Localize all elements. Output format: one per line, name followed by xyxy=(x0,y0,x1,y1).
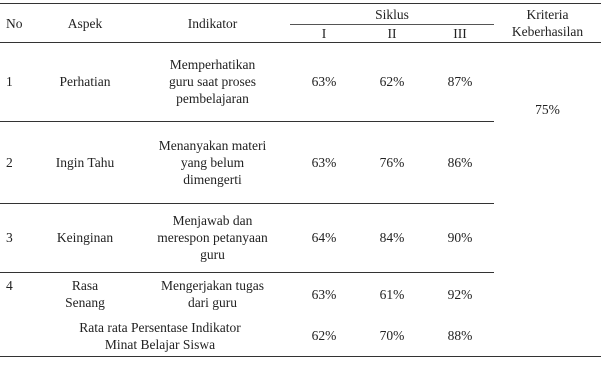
row-indicator-line: Menanyakan materi xyxy=(158,137,267,153)
results-table xyxy=(0,3,601,357)
average-criteria-empty xyxy=(494,316,601,356)
row-aspect-line: Ingin Tahu xyxy=(55,154,115,170)
criteria-value: 75% xyxy=(535,101,560,117)
table-row xyxy=(0,272,601,316)
header-no: No xyxy=(0,4,35,43)
header-cycle-2: II xyxy=(358,25,426,43)
row-indicator-line: guru saat proses xyxy=(169,74,256,90)
row-value-cycle-2: 62% xyxy=(379,74,405,90)
row-value-cycle-2: 76% xyxy=(379,154,405,170)
row-indicator-line: Mengerjakan tugas xyxy=(160,278,265,294)
header-aspect: Aspek xyxy=(35,4,135,43)
average-label xyxy=(0,316,290,356)
row-aspect-line: Senang xyxy=(65,295,105,311)
row-value-cycle-1: 63% xyxy=(311,154,337,170)
average-value-cycle-3: 88% xyxy=(426,316,494,356)
row-aspect-line: Perhatian xyxy=(59,74,111,90)
row-indicator-line: dari guru xyxy=(187,295,238,311)
header-criteria-line1: Kriteria xyxy=(526,7,569,22)
average-row xyxy=(0,316,601,356)
row-indicator-line: dimengerti xyxy=(183,171,242,187)
row-aspect xyxy=(35,121,135,203)
row-indicator xyxy=(135,204,290,272)
row-no: 2 xyxy=(6,154,13,170)
row-aspect xyxy=(35,204,135,272)
row-value-cycle-3: 90% xyxy=(447,230,473,246)
header-cycle-3: III xyxy=(426,25,494,43)
row-value-cycle-2: 84% xyxy=(379,230,405,246)
row-indicator xyxy=(135,43,290,121)
row-aspect-line: Rasa xyxy=(71,278,99,294)
average-label-line2: Minat Belajar Siswa xyxy=(104,336,216,352)
header-criteria-line2: Keberhasilan xyxy=(511,24,584,39)
row-aspect-line: Keinginan xyxy=(56,230,114,246)
row-value-cycle-2: 61% xyxy=(379,286,405,302)
row-indicator-line: Menjawab dan xyxy=(172,213,253,229)
row-value-cycle-1: 63% xyxy=(311,74,337,90)
row-indicator-line: yang belum xyxy=(180,154,245,170)
header-criteria xyxy=(494,4,601,43)
row-value-cycle-3: 92% xyxy=(447,286,473,302)
row-value-cycle-3: 86% xyxy=(447,154,473,170)
average-value-cycle-1: 62% xyxy=(290,316,358,356)
table-row xyxy=(0,43,601,121)
row-no: 1 xyxy=(6,74,13,90)
header-indicator: Indikator xyxy=(135,4,290,43)
row-indicator xyxy=(135,272,290,316)
row-value-cycle-1: 63% xyxy=(311,286,337,302)
row-value-cycle-3: 87% xyxy=(447,74,473,90)
row-indicator-line: Memperhatikan xyxy=(169,57,256,73)
average-value-cycle-2: 70% xyxy=(358,316,426,356)
row-indicator-line: pembelajaran xyxy=(176,91,249,107)
header-row xyxy=(0,4,601,25)
table-row xyxy=(0,204,601,272)
row-value-cycle-1: 64% xyxy=(311,230,337,246)
row-indicator xyxy=(135,121,290,203)
row-aspect xyxy=(35,43,135,121)
average-label-line1: Rata rata Persentase Indikator xyxy=(79,319,241,335)
header-cycle: Siklus xyxy=(290,4,494,25)
row-no: 3 xyxy=(6,230,13,246)
row-aspect xyxy=(35,272,135,316)
row-no: 4 xyxy=(6,277,13,293)
row-indicator-line: merespon petanyaan xyxy=(157,230,268,246)
header-cycle-1: I xyxy=(290,25,358,43)
row-indicator-line: guru xyxy=(200,247,225,263)
